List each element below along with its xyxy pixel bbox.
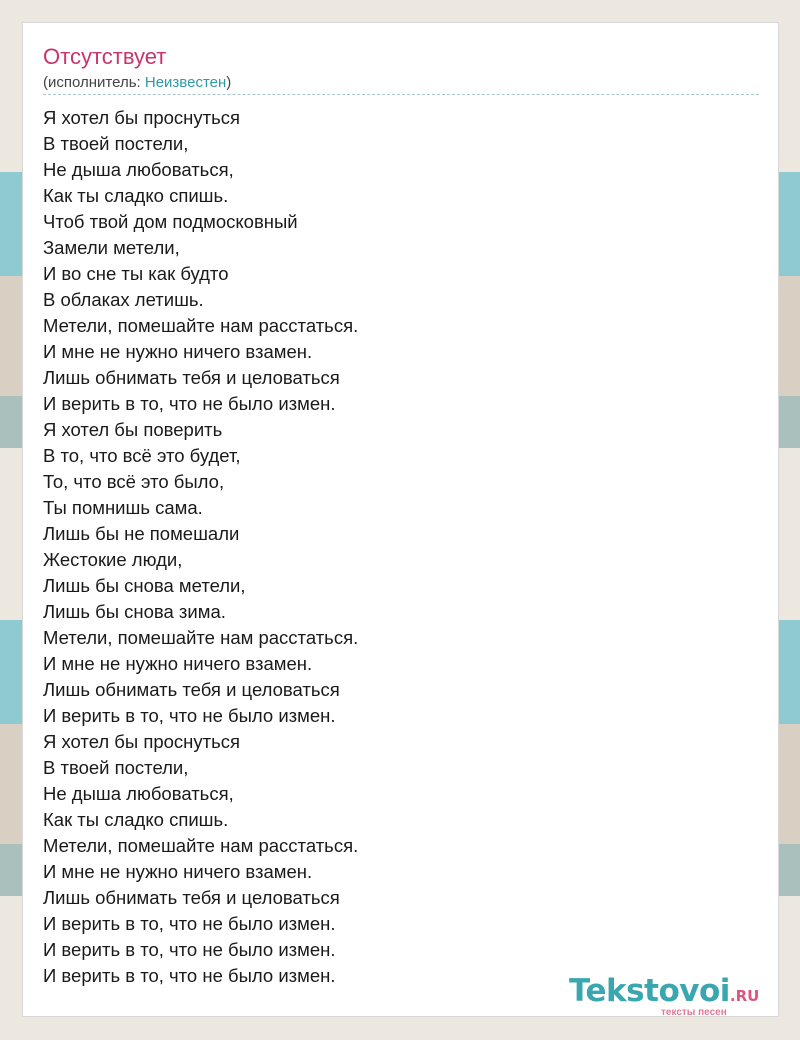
lyric-line: И верить в то, что не было измен.	[43, 939, 336, 960]
lyric-line: То, что всё это было,	[43, 471, 225, 492]
artist-suffix: )	[226, 74, 232, 91]
lyric-line: Лишь бы снова метели,	[43, 575, 246, 596]
lyric-line: И верить в то, что не было измен.	[43, 913, 336, 934]
site-logo[interactable]	[569, 973, 779, 1019]
logo-main-text: Tekstovoi	[569, 973, 730, 1009]
lyric-line: В то, что всё это будет,	[43, 445, 241, 466]
lyric-line: Я хотел бы проснуться	[43, 731, 241, 752]
lyric-line: Метели, помешайте нам расстаться.	[43, 315, 359, 336]
lyric-line: Чтоб твой дом подмосковный	[43, 211, 298, 232]
lyrics-card	[22, 22, 779, 1017]
lyric-line: В облаках летишь.	[43, 289, 204, 310]
lyric-line: Лишь обнимать тебя и целоваться	[43, 367, 340, 388]
lyric-line: Не дыша любоваться,	[43, 159, 234, 180]
lyric-line: И верить в то, что не было измен.	[43, 705, 336, 726]
lyric-line: Как ты сладко спишь.	[43, 809, 229, 830]
lyric-line: И верить в то, что не было измен.	[43, 393, 336, 414]
lyric-line: И мне не нужно ничего взамен.	[43, 341, 313, 362]
lyric-line: Ты помнишь сама.	[43, 497, 203, 518]
lyric-line: И во сне ты как будто	[43, 263, 229, 284]
lyric-line: Метели, помешайте нам расстаться.	[43, 627, 359, 648]
song-title: Отсутствует	[43, 44, 167, 69]
lyric-line: Лишь бы снова зима.	[43, 601, 226, 622]
lyrics-text	[43, 105, 358, 989]
lyric-line: Я хотел бы проснуться	[43, 107, 241, 128]
lyric-line: И верить в то, что не было измен.	[43, 965, 336, 986]
lyric-line: Лишь обнимать тебя и целоваться	[43, 887, 340, 908]
lyric-line: В твоей постели,	[43, 133, 189, 154]
lyric-line: Лишь бы не помешали	[43, 523, 240, 544]
artist-link[interactable]: Неизвестен	[144, 74, 227, 91]
logo-tld: .RU	[729, 987, 760, 1005]
lyric-line: Не дыша любоваться,	[43, 783, 234, 804]
lyric-line: Жестокие люди,	[43, 549, 183, 570]
lyric-line: И мне не нужно ничего взамен.	[43, 653, 313, 674]
lyric-line: В твоей постели,	[43, 757, 189, 778]
logo-tagline: тексты песен	[661, 1007, 727, 1018]
lyric-line: Метели, помешайте нам расстаться.	[43, 835, 359, 856]
lyric-line: Лишь обнимать тебя и целоваться	[43, 679, 340, 700]
dashed-divider	[43, 94, 759, 95]
lyric-line: И мне не нужно ничего взамен.	[43, 861, 313, 882]
lyric-line: Как ты сладко спишь.	[43, 185, 229, 206]
artist-prefix: (исполнитель:	[43, 74, 145, 91]
lyric-line: Замели метели,	[43, 237, 180, 258]
lyric-line: Я хотел бы поверить	[43, 419, 223, 440]
artist-line	[43, 74, 231, 92]
